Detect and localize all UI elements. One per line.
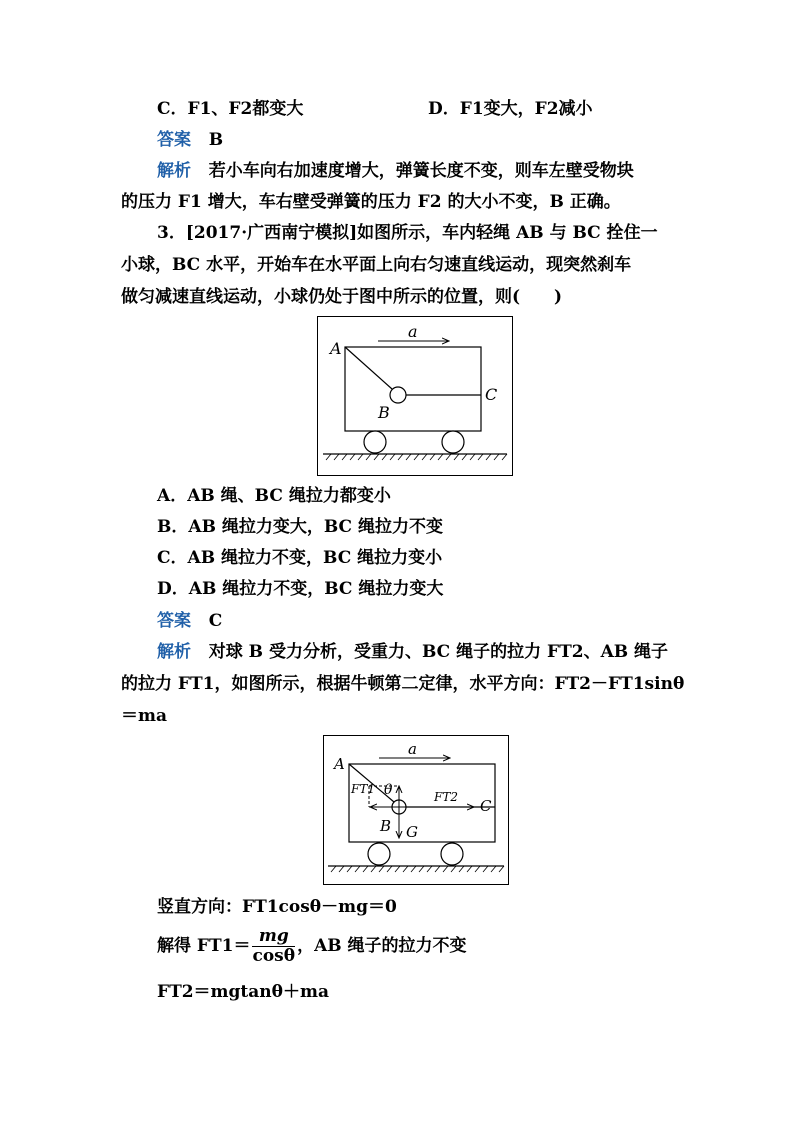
wheel-right	[442, 431, 464, 453]
q3-analysis-line1: 解析 对球 B 受力分析，受重力、BC 绳子的拉力 FT2、AB 绳子	[157, 642, 669, 662]
q3-option-b: B．AB 绳拉力变大，BC 绳拉力不变	[157, 517, 443, 537]
ground-hatch	[326, 454, 507, 460]
answer-label: 答案	[157, 611, 191, 631]
eq-solve: 解得 FT1＝ $\frac{mg}{\cos\theta}$ ，AB 绳子的拉力不变	[157, 926, 467, 966]
eq-vertical: 竖直方向：FT1cosθ－mg＝0	[157, 897, 397, 917]
label-point-c: C	[480, 797, 492, 815]
rope-ab	[345, 347, 392, 389]
q3-answer	[157, 610, 222, 632]
answer-value: B	[208, 130, 224, 150]
q3-stem-line2: 小球，BC 水平，开始车在水平面上向右匀速直线运动，现突然刹车	[121, 255, 632, 275]
wheel-left	[364, 431, 386, 453]
wheel-right	[441, 843, 463, 865]
ground-hatch	[331, 866, 504, 872]
q3-stem-line3: 做匀减速直线运动，小球仍处于图中所示的位置，则( )	[121, 287, 563, 307]
fraction	[252, 927, 295, 966]
ball	[390, 387, 406, 403]
q3-option-d: D．AB 绳拉力不变，BC 绳拉力变大	[157, 579, 444, 599]
analysis-label: 解析	[157, 642, 191, 662]
q2-analysis-line2: 的压力 F1 增大，车右壁受弹簧的压力 F2 的大小不变，B 正确。	[121, 192, 621, 212]
figure-force-analysis	[323, 735, 509, 885]
cart-body	[349, 764, 495, 842]
label-theta: θ	[384, 782, 393, 798]
label-a-accel: a	[408, 740, 417, 758]
eq-ft2: FT2＝mgtanθ＋ma	[157, 982, 329, 1002]
label-point-a: A	[334, 755, 345, 773]
label-point-a: A	[330, 339, 342, 358]
label-ft2: FT2	[434, 790, 458, 804]
q2-option-c-text: F1、F2都变大	[187, 99, 304, 119]
figure-cart	[317, 316, 513, 476]
q2-option-d: D．F1变大，F2减小	[428, 99, 593, 119]
fraction-denominator: cosθ	[252, 946, 296, 966]
q3-option-a: A．AB 绳、BC 绳拉力都变小	[157, 486, 391, 506]
q3-option-c: C．AB 绳拉力不变，BC 绳拉力变小	[157, 548, 443, 568]
label-ft1: FT1	[351, 782, 375, 796]
label-point-c: C	[485, 385, 498, 404]
analysis-label: 解析	[157, 161, 191, 181]
answer-value: C	[208, 611, 223, 631]
q3-stem-line1: 3．[2017·广西南宁模拟]如图所示，车内轻绳 AB 与 BC 拴住一	[157, 223, 658, 243]
q3-analysis-line3: ＝ma	[121, 706, 168, 726]
label-point-b: B	[378, 403, 390, 422]
cart-body	[345, 347, 481, 431]
label-point-b: B	[380, 817, 392, 835]
q2-analysis-line1: 解析 若小车向右加速度增大，弹簧长度不变，则车左壁受物块	[157, 161, 634, 181]
q2-answer	[157, 129, 223, 151]
q2-option-d-text: F1变大，F2减小	[459, 99, 593, 119]
label-g: G	[406, 823, 418, 841]
q3-analysis-line2: 的拉力 FT1，如图所示，根据牛顿第二定律，水平方向：FT2－FT1sinθ	[121, 674, 685, 694]
wheel-left	[368, 843, 390, 865]
fraction-numerator: mg	[252, 927, 295, 947]
label-a-accel: a	[408, 322, 418, 341]
answer-label: 答案	[157, 130, 191, 150]
q2-option-c: C．F1、F2都变大	[157, 99, 304, 119]
q3-source: [2017·广西南宁模拟]	[185, 223, 358, 243]
